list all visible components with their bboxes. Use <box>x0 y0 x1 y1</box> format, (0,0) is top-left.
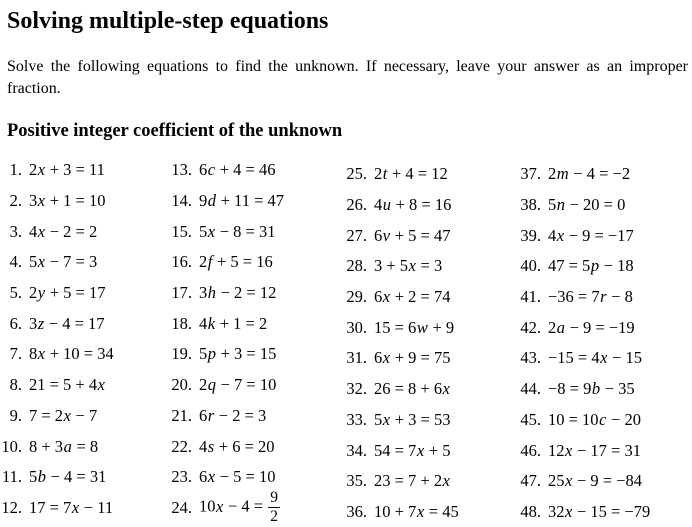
equation-column-4 <box>519 159 650 527</box>
equation-text: 6x − 5 = 10 <box>199 467 276 487</box>
equation-number: 29. <box>346 287 367 307</box>
equation-text: 47 = 5p − 18 <box>548 256 634 276</box>
equation-text: 2a − 9 = −19 <box>548 317 635 337</box>
equation-text: 23 = 7 + 2x <box>374 471 450 491</box>
equation-number: 36. <box>346 501 367 521</box>
equation-text: 4u + 8 = 16 <box>374 195 452 215</box>
equation-text: 5x + 3 = 53 <box>374 409 451 429</box>
equation-item-47 <box>519 466 650 497</box>
equation-item-23 <box>170 462 284 493</box>
equation-number: 22. <box>171 436 192 456</box>
equation-item-11 <box>0 462 114 493</box>
equation-number: 4. <box>9 252 22 272</box>
equation-item-6 <box>0 308 114 339</box>
equation-number: 32. <box>346 379 367 399</box>
equation-item-5 <box>0 278 114 309</box>
equation-number: 38. <box>520 195 541 215</box>
equation-text: 4x − 9 = −17 <box>548 225 634 245</box>
equation-number: 31. <box>346 348 367 368</box>
equation-number: 12. <box>1 497 22 517</box>
equation-text: 8 + 3a = 8 <box>29 436 99 456</box>
equation-text: 10x − 4 = $\frac{9}{2}$ <box>199 489 278 526</box>
equation-item-42 <box>519 312 650 343</box>
equation-number: 41. <box>520 287 541 307</box>
equation-item-3 <box>0 216 114 247</box>
equation-number: 1. <box>9 160 22 180</box>
equation-number: 48. <box>520 501 541 521</box>
equation-item-40 <box>519 251 650 282</box>
equation-item-36 <box>345 497 459 527</box>
equation-text: 10 = 10c − 20 <box>548 409 641 429</box>
equation-item-4 <box>0 247 114 278</box>
equation-number: 40. <box>520 256 541 276</box>
equation-item-44 <box>519 374 650 405</box>
equation-number: 35. <box>346 471 367 491</box>
equation-item-37 <box>519 159 650 190</box>
equation-number: 2. <box>9 191 22 211</box>
equation-text: 3h − 2 = 12 <box>199 283 277 303</box>
page-title: Solving multiple-step equations <box>7 8 329 34</box>
equation-text: 5p + 3 = 15 <box>199 344 277 364</box>
instructions-line-2: fraction. <box>7 79 61 97</box>
equation-item-10 <box>0 431 114 462</box>
equation-item-16 <box>170 247 284 278</box>
equation-number: 30. <box>346 317 367 337</box>
equation-text: 8x + 10 = 34 <box>29 344 114 364</box>
equation-number: 46. <box>520 440 541 460</box>
equation-text: 7 = 2x − 7 <box>29 405 98 425</box>
equation-text: 21 = 5 + 4x <box>29 375 105 395</box>
equation-text: 10 + 7x = 45 <box>374 501 459 521</box>
equation-text: 3x + 1 = 10 <box>29 191 106 211</box>
equation-text: 25x − 9 = −84 <box>548 471 642 491</box>
equation-number: 15. <box>171 221 192 241</box>
equation-text: 2f + 5 = 16 <box>199 252 273 272</box>
equation-text: 4x − 2 = 2 <box>29 221 98 241</box>
equation-item-19 <box>170 339 284 370</box>
equation-number: 16. <box>171 252 192 272</box>
instructions <box>7 56 688 99</box>
equation-number: 5. <box>9 283 22 303</box>
equation-number: 42. <box>520 317 541 337</box>
equation-text: 6x + 9 = 75 <box>374 348 451 368</box>
fraction-numerator: 9 <box>270 489 278 507</box>
equation-number: 39. <box>520 225 541 245</box>
equation-text: 2y + 5 = 17 <box>29 283 106 303</box>
equation-text: 5x − 7 = 3 <box>29 252 98 272</box>
equation-number: 13. <box>171 160 192 180</box>
instructions-line-1: Solve the following equations to find the unknown. If necessary, leave your answer as an improper <box>7 58 688 75</box>
equation-item-7 <box>0 339 114 370</box>
equation-item-22 <box>170 431 284 462</box>
equation-number: 37. <box>520 164 541 184</box>
equation-item-32 <box>345 374 459 405</box>
equation-item-27 <box>345 220 459 251</box>
equation-text: 2x + 3 = 11 <box>29 160 105 180</box>
equation-item-34 <box>345 435 459 466</box>
equation-text: 4s + 6 = 20 <box>199 436 275 456</box>
equation-number: 26. <box>346 195 367 215</box>
equation-item-28 <box>345 251 459 282</box>
equation-number: 14. <box>171 191 192 211</box>
equation-number: 44. <box>520 379 541 399</box>
equation-column-1 <box>0 155 114 523</box>
equation-item-1 <box>0 155 114 186</box>
equation-number: 9. <box>9 405 22 425</box>
equation-number: 28. <box>346 256 367 276</box>
fraction-denominator: 2 <box>270 508 278 526</box>
equation-item-8 <box>0 370 114 401</box>
equation-number: 18. <box>171 313 192 333</box>
equation-item-18 <box>170 308 284 339</box>
equation-item-33 <box>345 405 459 436</box>
equation-item-46 <box>519 435 650 466</box>
fraction <box>268 490 280 526</box>
equation-text: 3 + 5x = 3 <box>374 256 443 276</box>
equation-number: 45. <box>520 409 541 429</box>
equation-text: 4k + 1 = 2 <box>199 313 268 333</box>
equation-item-2 <box>0 186 114 217</box>
equation-number: 17. <box>171 283 192 303</box>
equation-item-14 <box>170 186 284 217</box>
equation-column-2 <box>170 155 284 526</box>
equation-number: 27. <box>346 225 367 245</box>
equation-number: 33. <box>346 409 367 429</box>
equation-number: 6. <box>9 313 22 333</box>
equation-number: 34. <box>346 440 367 460</box>
equation-item-26 <box>345 190 459 221</box>
equation-number: 3. <box>9 221 22 241</box>
equation-item-41 <box>519 282 650 313</box>
equation-number: 25. <box>346 164 367 184</box>
equation-item-35 <box>345 466 459 497</box>
equation-item-30 <box>345 312 459 343</box>
equation-item-21 <box>170 401 284 432</box>
equation-text: 2t + 4 = 12 <box>374 164 448 184</box>
equation-text: 6r − 2 = 3 <box>199 405 267 425</box>
equation-number: 21. <box>171 405 192 425</box>
equation-text: 54 = 7x + 5 <box>374 440 451 460</box>
equation-text: 15 = 6w + 9 <box>374 317 455 337</box>
equation-item-45 <box>519 405 650 436</box>
equation-text: 12x − 17 = 31 <box>548 440 641 460</box>
equation-number: 10. <box>1 436 22 456</box>
equation-text: 6v + 5 = 47 <box>374 225 451 245</box>
equation-item-15 <box>170 216 284 247</box>
equation-number: 43. <box>520 348 541 368</box>
equation-text: 32x − 15 = −79 <box>548 501 651 521</box>
equation-item-17 <box>170 278 284 309</box>
equation-item-43 <box>519 343 650 374</box>
equation-number: 7. <box>9 344 22 364</box>
equation-text: 26 = 8 + 6x <box>374 379 450 399</box>
equation-text: 9d + 11 = 47 <box>199 191 284 211</box>
equation-text: −36 = 7r − 8 <box>548 287 633 307</box>
equation-text: 6x + 2 = 74 <box>374 287 451 307</box>
equation-text: 2m − 4 = −2 <box>548 164 631 184</box>
equation-number: 11. <box>1 467 22 487</box>
equation-item-48 <box>519 497 650 527</box>
equation-number: 19. <box>171 344 192 364</box>
equation-text: 2q − 7 = 10 <box>199 375 277 395</box>
equation-number: 23. <box>171 467 192 487</box>
equation-text: 6c + 4 = 46 <box>199 160 276 180</box>
equation-column-3 <box>345 159 459 527</box>
equation-item-38 <box>519 190 650 221</box>
equation-text: −8 = 9b − 35 <box>548 379 635 399</box>
equation-number: 47. <box>520 471 541 491</box>
equation-item-31 <box>345 343 459 374</box>
equation-text: 5n − 20 = 0 <box>548 195 626 215</box>
equation-item-9 <box>0 401 114 432</box>
equation-number: 8. <box>9 375 22 395</box>
section-heading: Positive integer coefficient of the unknown <box>7 121 343 141</box>
equation-item-25 <box>345 159 459 190</box>
equation-item-13 <box>170 155 284 186</box>
equation-text: 5b − 4 = 31 <box>29 467 107 487</box>
equation-item-20 <box>170 370 284 401</box>
equation-number: 20. <box>171 375 192 395</box>
equation-item-29 <box>345 282 459 313</box>
equation-number: 24. <box>171 497 192 517</box>
equation-text: 3z − 4 = 17 <box>29 313 105 333</box>
equation-text: −15 = 4x − 15 <box>548 348 643 368</box>
equation-text: 17 = 7x − 11 <box>29 497 114 517</box>
equation-item-39 <box>519 220 650 251</box>
equation-text: 5x − 8 = 31 <box>199 221 276 241</box>
